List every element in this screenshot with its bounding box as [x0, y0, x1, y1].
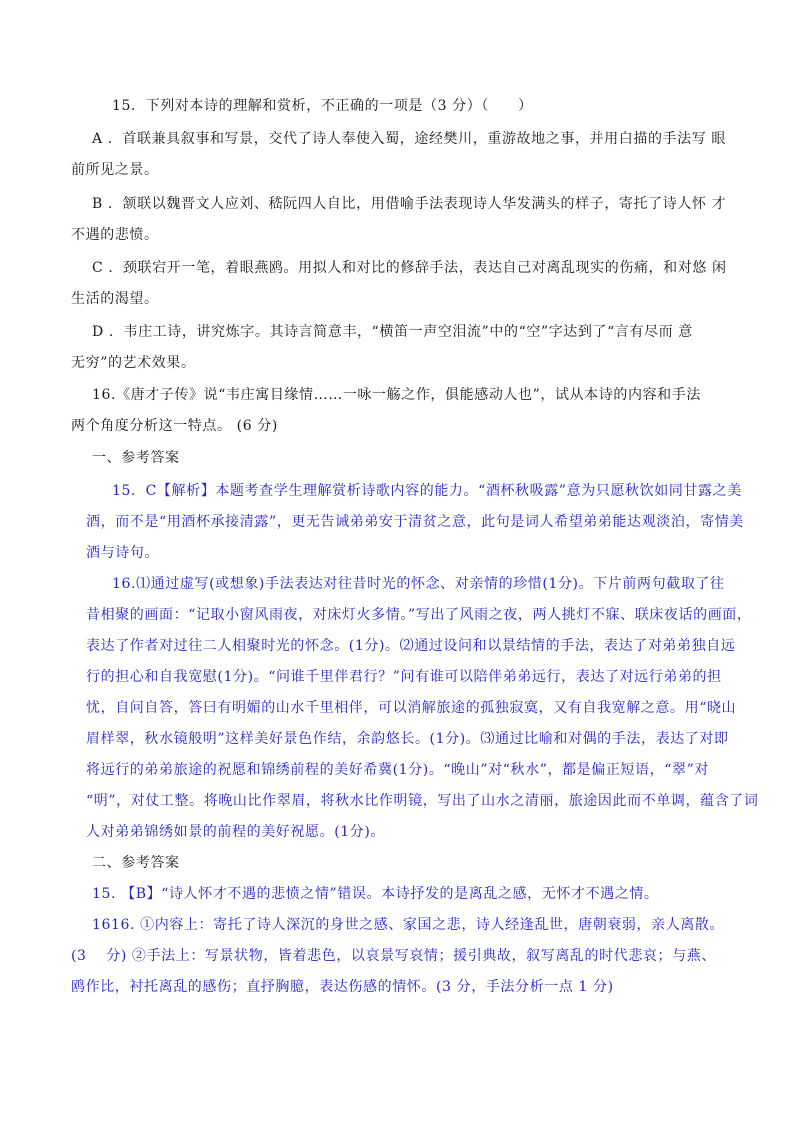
- q16-line1: 16.《唐才子传》说“韦庄寓目缘情……一咏一觞之作，俱能感动人也”，试从本诗的内容和手法: [92, 387, 701, 403]
- answer-one-q16-line3: 表达了作者对过往二人相聚时光的怀念。(1分)。⑵通过设问和以景结情的手法，表达了对弟弟独自远: [86, 638, 736, 654]
- answer-one-q15-line1: 15．C【解析】本题考查学生理解赏析诗歌内容的能力。“酒杯秋吸露”意为只愿秋饮如同甘露之美: [112, 483, 742, 499]
- option-b-line1: B ．颔联以魏晋文人应刘、嵇阮四人自比，用借喻手法表现诗人华发满头的样子，寄托了诗人怀 才: [92, 196, 727, 212]
- answer-two-q16-line1: 1616. ①内容上：寄托了诗人深沉的身世之感、家国之悲，诗人经逢乱世，唐朝衰弱，亲人离散。: [92, 917, 725, 933]
- answer-one-heading: 一、参考答案: [92, 450, 180, 466]
- answer-two-heading: 二、参考答案: [92, 855, 180, 871]
- answer-one-q16-line6: 眉样翠，秋水镜般明”这样美好景色作结，余韵悠长。(1分)。⑶通过比喻和对偶的手法，表达了对即: [86, 731, 729, 747]
- option-a-line2: 前所见之景。: [71, 162, 159, 178]
- answer-two-q16-line3: 鸥作比，衬托离乱的感伤；直抒胸臆，表达伤感的情怀。(3 分，手法分析一点 1 分): [71, 979, 614, 995]
- answer-one-q16-line5: 忧，自问自答，答曰有明媚的山水千里相伴，可以消解旅途的孤独寂寞，又有自我宽解之意。用“晓山: [86, 700, 737, 716]
- answer-two-q15-line: 15. 【B】“诗人怀才不遇的悲愤之情”错误。本诗抒发的是离乱之感，无怀才不遇之情。: [92, 886, 659, 902]
- answer-one-q15-line2: 酒，而不是“用酒杯承接清露”，更无告诫弟弟安于清贫之意，此句是词人希望弟弟能达观淡泊，寄情美: [86, 514, 744, 530]
- answer-one-q16-line2: 昔相聚的画面：“记取小窗风雨夜，对床灯火多情。”写出了风雨之夜，两人挑灯不寐、联床夜话的画面，: [86, 607, 752, 623]
- q15-stem: 15．下列对本诗的理解和赏析，不正确的一项是（3 分）（ ）: [112, 98, 533, 114]
- option-c-line2: 生活的渴望。: [71, 291, 159, 307]
- answer-one-q16-line1: 16.⑴通过虚写(或想象)手法表达对往昔时光的怀念、对亲情的珍惜(1分)。下片前两句截取了往: [112, 576, 725, 592]
- option-c-line1: C ．颈联宕开一笔，着眼燕鸥。用拟人和对比的修辞手法，表达自己对离乱现实的伤痛，和对悠 闲: [92, 260, 727, 276]
- answer-one-q16-line8: “明”，对仗工整。将晚山比作翠眉，将秋水比作明镜，写出了山水之清丽，旅途因此而不单调，蕴含了词: [86, 793, 759, 809]
- answer-one-q16-line4: 行的担心和自我宽慰(1分)。“问谁千里伴君行？”问有谁可以陪伴弟弟远行，表达了对远行弟弟的担: [86, 669, 722, 685]
- answer-one-q15-line3: 酒与诗句。: [86, 545, 159, 561]
- option-b-line2: 不遇的悲愤。: [71, 227, 159, 243]
- option-a-line1: A ．首联兼具叙事和写景，交代了诗人奉使入蜀，途经樊川，重游故地之事，并用白描的手法写 眼: [92, 131, 727, 147]
- answer-one-q16-line7: 将远行的弟弟旅途的祝愿和锦绣前程的美好希冀(1分)。“晚山”对“秋水”，都是偏正短语，“翠”对: [86, 762, 709, 778]
- option-d-line1: D ．韦庄工诗，讲究炼字。其诗言简意丰，“横笛一声空泪流”中的“空”字达到了“言有尽而 意: [92, 324, 693, 340]
- q16-line2: 两个角度分析这一特点。 (6 分): [71, 418, 278, 434]
- option-d-line2: 无穷”的艺术效果。: [71, 355, 196, 371]
- answer-one-q16-line9: 人对弟弟锦绣如景的前程的美好祝愿。(1分)。: [86, 824, 386, 840]
- answer-two-q16-line2: (3 分) ②手法上：写景状物，皆着悲色，以哀景写哀情；援引典故，叙写离乱的时代悲哀；与燕、: [71, 948, 716, 964]
